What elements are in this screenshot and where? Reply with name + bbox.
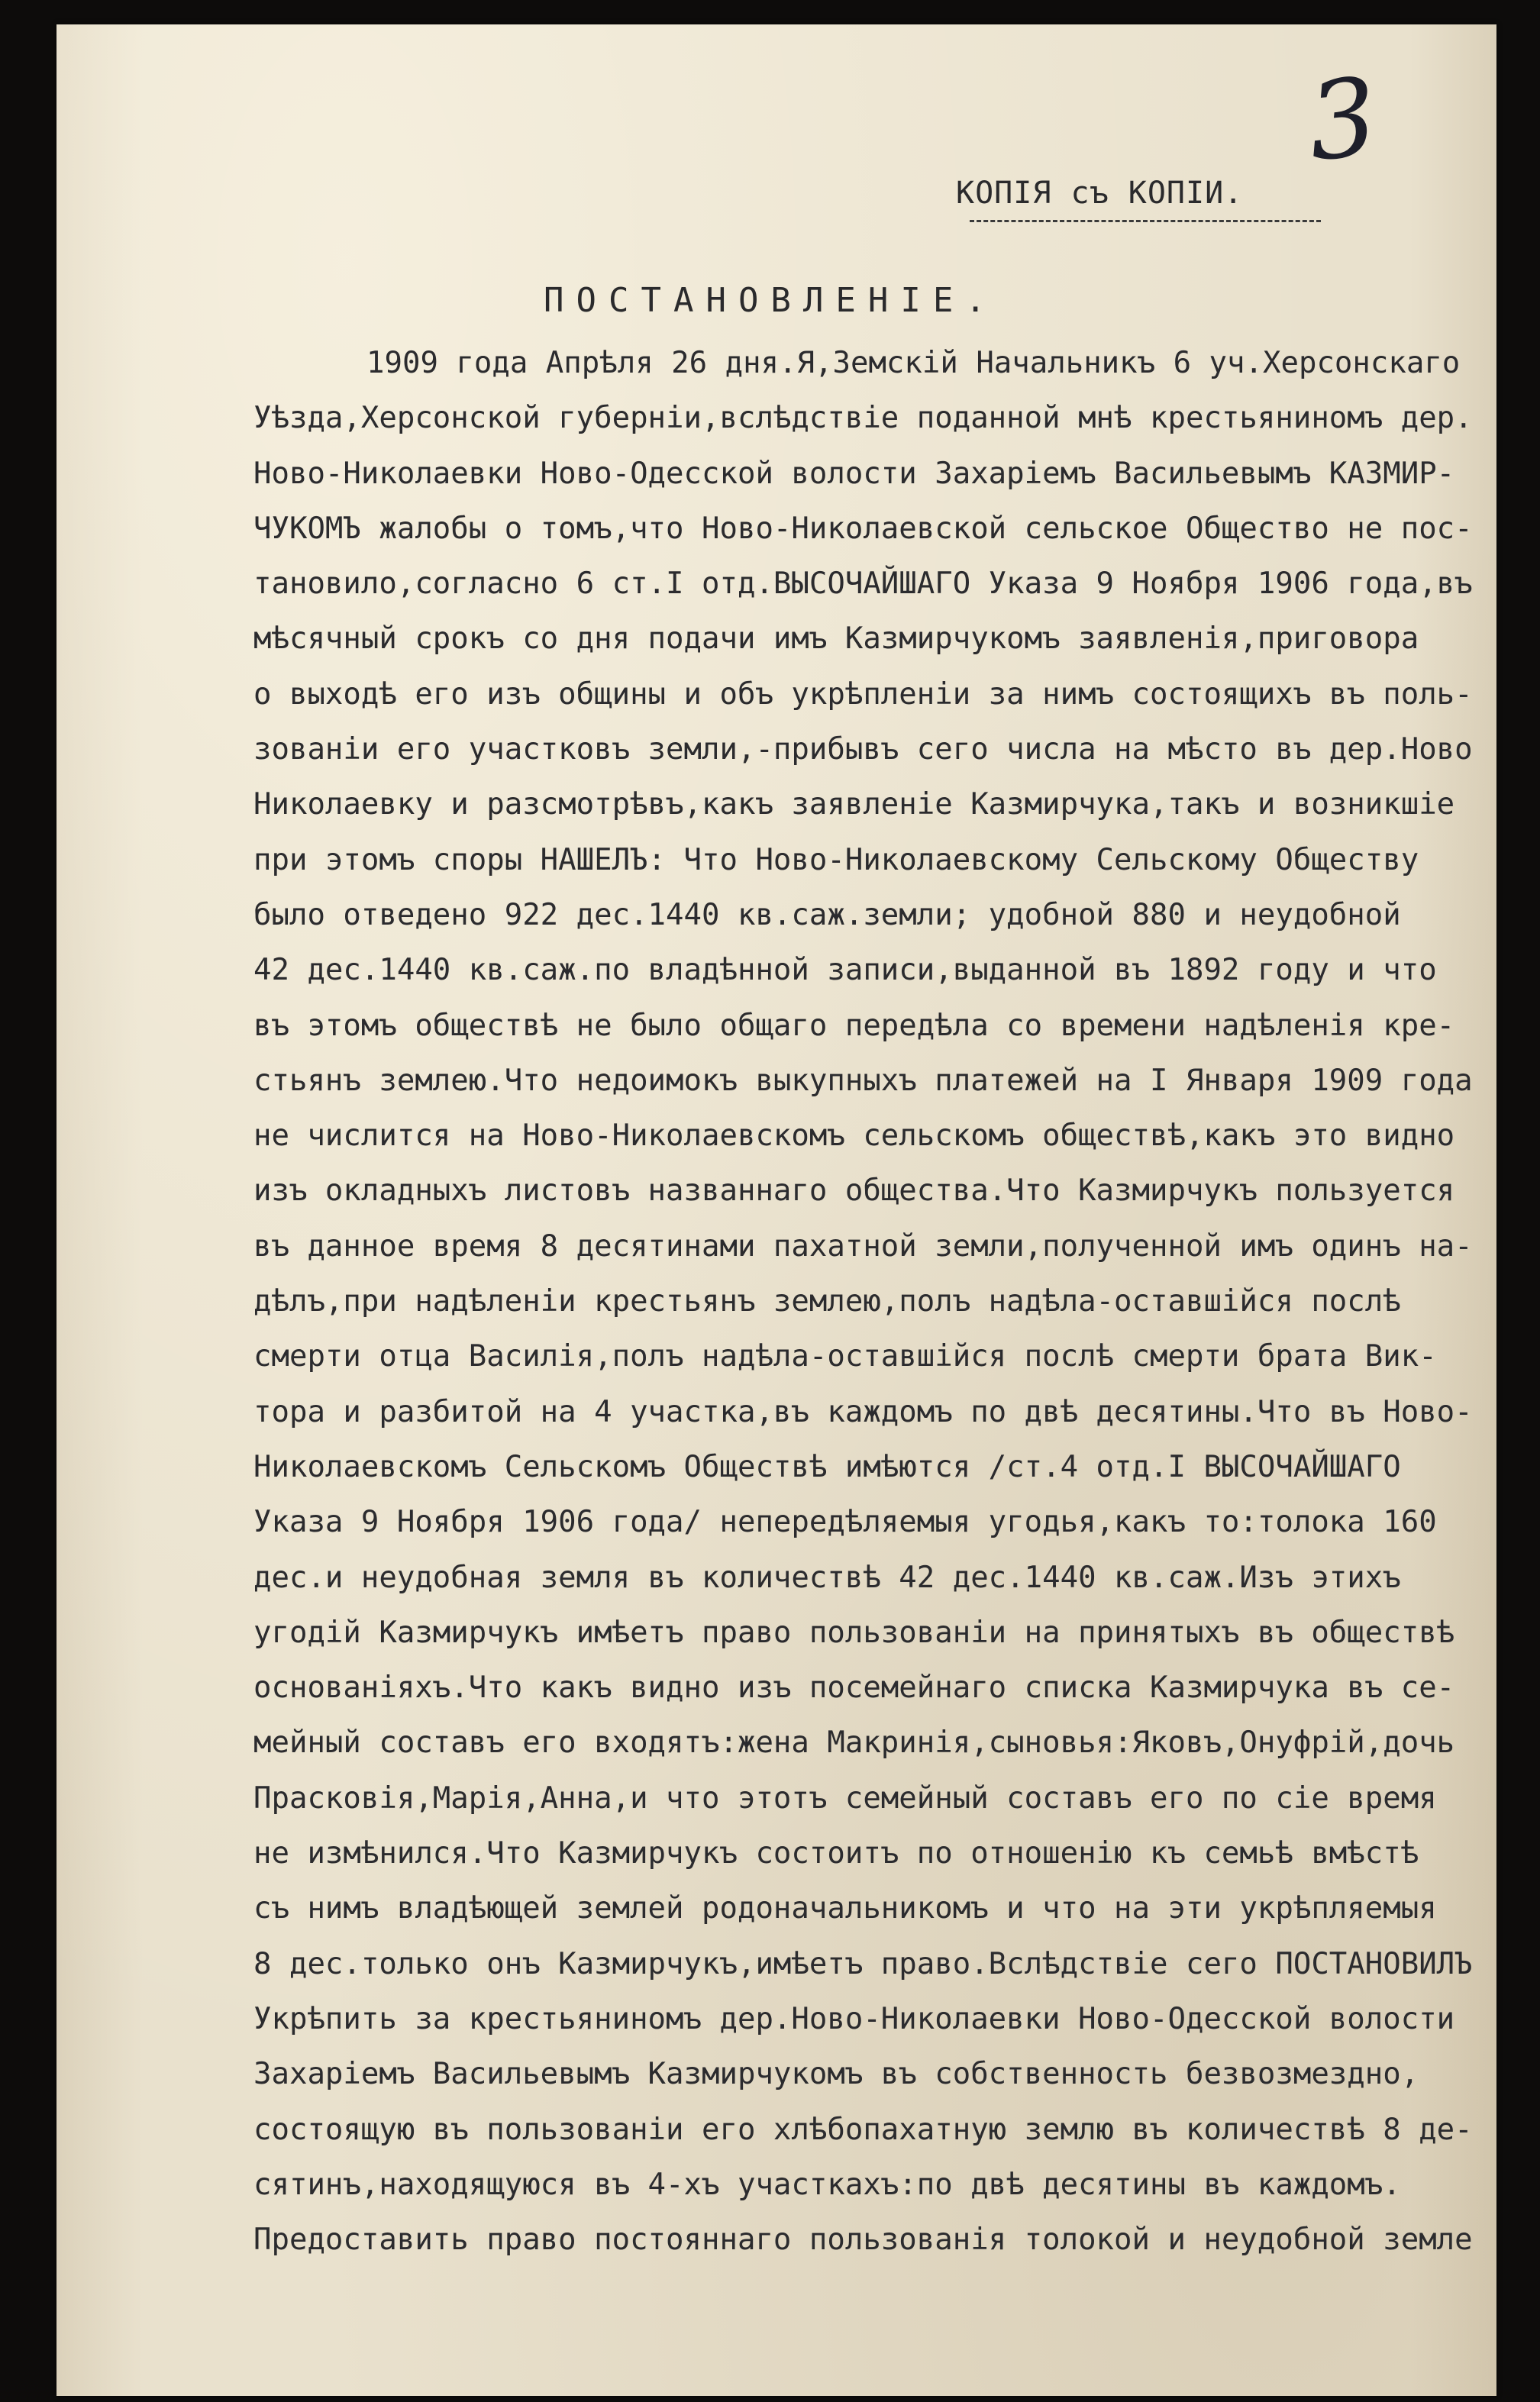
text-line: стьянъ землею.Что недоимокъ выкупныхъ платежей на I Января 1909 года — [253, 1063, 1473, 1098]
text-line: Николаевку и разсмотрѣвъ,какъ заявленiе Казмирчука,такъ и возникшiе — [253, 787, 1455, 822]
text-line: Указа 9 Ноября 1906 года/ непередѣляемыя угодья,какъ то:толока 160 — [253, 1505, 1437, 1540]
text-line: Предоставить право постояннаго пользованiя толокой и неудобной земле — [253, 2223, 1473, 2258]
text-line: ЧУКОМЪ жалобы о томъ,что Ново-Николаевской сельское Общество не пос- — [253, 511, 1473, 546]
text-line: тора и разбитой на 4 участка,въ каждомъ по двѣ десятины.Что въ Ново- — [253, 1394, 1473, 1429]
text-line: Захарiемъ Васильевымъ Казмирчукомъ въ собственность безвозмездно, — [253, 2057, 1419, 2092]
header-underline — [970, 220, 1321, 222]
text-line: Прасковiя,Марiя,Анна,и что этотъ семейный составъ его по сiе время — [253, 1781, 1437, 1816]
text-line: тановило,согласно 6 ст.I отд.ВЫСОЧАЙШАГО Указа 9 Ноября 1906 года,въ — [253, 567, 1473, 602]
text-line: мейный составъ его входятъ:жена Макринiя,сыновья:Яковъ,Онуфрiй,дочь — [253, 1726, 1455, 1761]
text-line: дес.и неудобная земля въ количествѣ 42 дес.1440 кв.саж.Изъ этихъ — [253, 1560, 1401, 1595]
text-line: Уѣзда,Херсонской губернiи,вслѣдствiе поданной мнѣ крестьяниномъ дер. — [253, 401, 1473, 436]
text-line: 8 дес.только онъ Казмирчукъ,имѣетъ право.Вслѣдствiе сего ПОСТАНОВИЛЪ — [253, 1946, 1473, 1981]
document-title: ПОСТАНОВЛЕНIЕ. — [544, 281, 998, 320]
text-line: въ этомъ обществѣ не было общаго передѣла со времени надѣленiя кре- — [253, 1008, 1455, 1043]
text-line: основанiяхъ.Что какъ видно изъ посемейнаго списка Казмирчука въ се- — [253, 1671, 1455, 1706]
text-line: сятинъ,находящуюся въ 4-хъ участкахъ:по двѣ десятины въ каждомъ. — [253, 2167, 1401, 2202]
text-line: 42 дес.1440 кв.саж.по владѣнной записи,выданной въ 1892 году и что — [253, 953, 1437, 988]
text-line: съ нимъ владѣющей землей родоначальникомъ и что на эти укрѣпляемыя — [253, 1891, 1437, 1926]
document-body — [253, 336, 1536, 2268]
text-line: угодiй Казмирчукъ имѣетъ право пользованiи на принятыхъ въ обществѣ — [253, 1615, 1455, 1650]
text-line: смерти отца Василiя,полъ надѣла-оставшiйся послѣ смерти брата Вик- — [253, 1339, 1437, 1374]
text-line: изъ окладныхъ листовъ названнаго общества.Что Казмирчукъ пользуется — [253, 1174, 1455, 1209]
text-line: дѣлъ,при надѣленiи крестьянъ землею,полъ надѣла-оставшiйся послѣ — [253, 1284, 1401, 1319]
text-line: 1909 года Апрѣля 26 дня.Я,Земскiй Начальникъ 6 уч.Херсонскаго — [366, 346, 1461, 380]
document-page — [56, 24, 1496, 2396]
text-line: въ данное время 8 десятинами пахатной земли,полученной имъ одинъ на- — [253, 1228, 1473, 1264]
text-line: было отведено 922 дес.1440 кв.саж.земли; удобной 880 и неудобной — [253, 897, 1401, 932]
text-line: Ново-Николаевки Ново-Одесской волости Захарiемъ Васильевымъ КАЗМИР- — [253, 456, 1455, 491]
copy-header: КОПIЯ съ КОПIИ. — [956, 176, 1244, 211]
text-line: состоящую въ пользованiи его хлѣбопахатную землю въ количествѣ 8 де- — [253, 2112, 1473, 2147]
text-line: не измѣнился.Что Казмирчукъ состоитъ по отношенiю къ семьѣ вмѣстѣ — [253, 1836, 1419, 1871]
handwritten-page-number: 3 — [1302, 54, 1383, 186]
text-line: при этомъ споры НАШЕЛЪ: Что Ново-Николаевскому Сельскому Обществу — [253, 842, 1419, 877]
text-line: о выходѣ его изъ общины и объ укрѣпленiи за нимъ состоящихъ въ поль- — [253, 676, 1473, 712]
text-line: мѣсячный срокъ со дня подачи имъ Казмирчукомъ заявленiя,приговора — [253, 621, 1419, 657]
text-line: Николаевскомъ Сельскомъ Обществѣ имѣются /ст.4 отд.I ВЫСОЧАЙШАГО — [253, 1449, 1401, 1484]
text-line: Укрѣпить за крестьяниномъ дер.Ново-Николаевки Ново-Одесской волости — [253, 2001, 1455, 2036]
text-line: зованiи его участковъ земли,-прибывъ сего числа на мѣсто въ дер.Ново — [253, 732, 1473, 767]
text-line: не числится на Ново-Николаевскомъ сельскомъ обществѣ,какъ это видно — [253, 1119, 1455, 1154]
